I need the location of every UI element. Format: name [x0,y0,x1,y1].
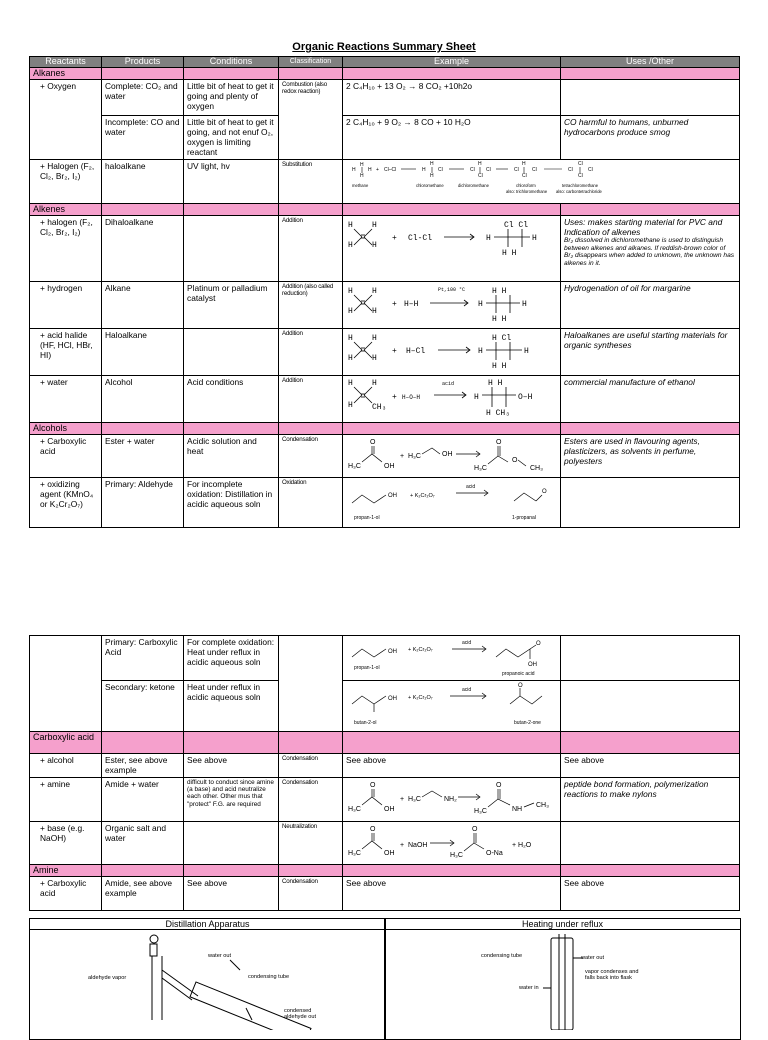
svg-text:OH: OH [442,451,453,458]
svg-text:H₃C: H₃C [348,806,361,813]
example-cell: See above [343,877,561,911]
svg-text:CH₃: CH₃ [372,403,387,412]
header-reactants: Reactants [30,57,102,68]
svg-text:O: O [370,782,376,789]
svg-text:O: O [370,439,376,446]
table-row [30,778,740,822]
svg-text:NaOH: NaOH [408,842,428,849]
alkene-acid-diagram [346,330,558,374]
product-cell: Ester + water [102,435,184,478]
reagent-text: Cl-Cl [408,234,433,243]
alkene-hydrogen-diagram [346,283,558,327]
conditions-cell: Acid conditions [184,376,279,423]
conditions-cell [184,822,279,865]
table-row [30,329,740,376]
example-cell: 2 C₄H₁₀ + 13 O₂ → 8 CO₂ +10h2o [343,80,561,116]
svg-text:O: O [518,683,523,689]
product-cell: Amide + water [102,778,184,822]
svg-text:NH: NH [512,806,523,813]
reactions-table-2 [29,635,740,911]
conditions-cell [184,329,279,376]
svg-text:Cl: Cl [578,161,583,167]
classification-cell: Substitution [279,160,343,204]
reactant-cell: + amine [30,778,102,822]
product-cell: Haloalkane [102,329,184,376]
example-cell [343,329,561,376]
section-amine: Amine [30,865,740,877]
uses-cell [561,478,740,528]
table-row [30,822,740,865]
svg-text:H: H [348,401,353,410]
example-cell [343,216,561,282]
svg-text:OH: OH [384,850,395,857]
svg-text:H: H [348,307,353,316]
svg-text:O–H: O–H [518,393,533,402]
svg-text:H₃C: H₃C [408,453,421,460]
label-trichloromethane: also: trichloromethane [506,189,548,194]
classification-cell: Neutralization [279,822,343,865]
table-row [30,80,740,116]
svg-text:H H: H H [502,249,517,258]
uses-cell: Esters are used in flavouring agents, plasticizers, as solvents in perfume, polyesters [561,435,740,478]
classification-cell: Condensation [279,435,343,478]
classification-cell: Combustion (also redox reaction) [279,80,343,160]
conditions-cell: difficult to conduct since amine (a base) and acid neutralize each other. Other mus that "protect" F.G. are required [184,778,279,822]
svg-text:O: O [370,826,376,833]
product-cell: Alkane [102,282,184,329]
svg-text:H–H: H–H [404,300,419,309]
conditions-cell: Heat under reflux in acidic aqueous soln [184,681,279,732]
svg-text:H: H [478,161,482,167]
svg-text:H: H [478,347,483,356]
neutralization-diagram [346,823,558,863]
conditions-cell: For complete oxidation: Heat under reflux in acidic aqueous soln [184,636,279,681]
example-cell [343,282,561,329]
alkene-halogen-diagram [346,217,558,261]
uses-cell [561,822,740,865]
label-water-in: water in [519,985,539,991]
label-condensed-aldehyde: condensed aldehyde out [284,1008,317,1020]
oxidation-aldehyde-diagram [346,479,558,525]
example-cell [343,160,740,204]
svg-text:acid: acid [462,640,472,646]
svg-text:H₃C: H₃C [474,465,487,472]
svg-text:O-Na: O-Na [486,850,503,857]
product-cell: Secondary: ketone [102,681,184,732]
svg-text:O: O [542,489,547,495]
uses-cell [561,681,740,732]
svg-text:H: H [372,241,377,250]
svg-text:Cl: Cl [514,167,519,173]
classification-cell: Oxidation [279,478,343,528]
product-cell: Dihaloalkane [102,216,184,282]
section-carboxylic-acid: Carboxylic acid [30,732,740,754]
uses-cell: Haloalkanes are useful starting materials for organic syntheses [561,329,740,376]
uses-cell [561,80,740,116]
classification-cell: Addition [279,329,343,376]
svg-text:H: H [372,221,377,230]
svg-text:OH: OH [528,662,537,668]
label-condensing-tube: condensing tube [248,974,290,980]
svg-text:H: H [372,287,377,296]
classification-cell: Addition [279,376,343,423]
uses-cell [561,636,740,681]
reactant-cell: + oxidizing agent (KMnO₄ or K₂Cr₂O₇) [30,478,102,528]
table-row [30,116,740,160]
page-title: Organic Reactions Summary Sheet [292,41,476,53]
svg-text:OH: OH [388,696,397,702]
svg-text:O: O [536,641,541,647]
distillation-apparatus-box [29,918,386,1040]
svg-text:+: + [392,393,397,402]
svg-text:H: H [360,162,364,168]
svg-text:OH: OH [384,806,395,813]
svg-text:H₃C: H₃C [348,463,361,470]
svg-text:NH₂: NH₂ [444,796,457,803]
svg-text:H₃C: H₃C [450,852,463,859]
svg-text:H: H [372,307,377,316]
product-cell: Complete: CO₂ and water [102,80,184,116]
svg-text:Cl: Cl [578,173,583,179]
uses-cell: See above [561,754,740,778]
reactant-cell: + acid halide (HF, HCl, HBr, HI) [30,329,102,376]
label-dichloromethane: dichloromethane [458,183,489,188]
uses-text: Uses: makes starting material for PVC and Indication of alkenes [564,217,723,237]
table-row [30,478,740,528]
svg-text:H CH₃: H CH₃ [486,409,511,418]
classification-cell: Condensation [279,778,343,822]
svg-text:H: H [478,300,483,309]
svg-text:H: H [348,241,353,250]
conditions-cell: See above [184,754,279,778]
example-cell [343,478,561,528]
product-cell: Amide, see above example [102,877,184,911]
reactant-cell: + halogen (F₂, Cl₂, Br₂, I₂) [30,216,102,282]
svg-text:Cl Cl: Cl Cl [504,221,529,230]
label-water-out: water out [208,953,232,959]
arrow-label: Pt,100 °C [438,287,466,293]
svg-text:H: H [348,379,353,388]
reactant-cell: + Halogen (F₂, Cl₂, Br₂, I₂) [30,160,102,204]
table-row [30,216,740,282]
table-row [30,681,740,732]
conditions-cell: See above [184,877,279,911]
alkene-water-diagram [346,377,558,421]
svg-text:Cl: Cl [438,167,443,173]
svg-text:H: H [368,167,372,173]
uses-cell: Hydrogenation of oil for margarine [561,282,740,329]
conditions-cell: Acidic solution and heat [184,435,279,478]
svg-text:1-propanal: 1-propanal [512,515,536,521]
product-cell: Primary: Aldehyde [102,478,184,528]
svg-text:H: H [422,167,426,173]
example-cell [343,376,561,423]
table-row [30,636,740,681]
svg-text:OH: OH [388,493,397,499]
reflux-title: Heating under reflux [385,919,740,930]
svg-text:H: H [430,161,434,167]
reactant-cell: + Carboxylic acid [30,877,102,911]
product-cell: Primary: Carboxylic Acid [102,636,184,681]
svg-text:+: + [392,234,397,243]
svg-text:H: H [348,354,353,363]
svg-text:O: O [512,457,518,464]
svg-text:Cl: Cl [522,173,527,179]
svg-text:H₃C: H₃C [408,796,421,803]
uses-cell [561,216,740,282]
example-cell: 2 C₄H₁₀ + 9 O₂ → 8 CO + 10 H₂O [343,116,561,160]
svg-text:H: H [522,161,526,167]
distillation-title: Distillation Apparatus [30,919,385,930]
svg-text:+ H₂O: + H₂O [512,842,532,849]
classification-cell: Condensation [279,877,343,911]
svg-text:H: H [372,379,377,388]
svg-text:+: + [400,842,405,849]
classification-cell: Addition (also called reduction) [279,282,343,329]
svg-text:propanoic acid: propanoic acid [502,671,535,677]
svg-text:CH₃: CH₃ [530,465,543,472]
label-carbontetrachloride: also: carbontetrachloride [556,189,602,194]
svg-text:H: H [532,234,537,243]
uses-note: Br₂ dissolved in dichloromethane is used to distinguish between alkenes and alkanes. If reddish-brown color of Br₂ disappears when added to unknown, the unknown has alkenes in it. [564,237,735,267]
svg-text:O: O [496,782,502,789]
svg-text:+: + [400,453,405,460]
header-example: Example [343,57,561,68]
header-classification: Classification [279,57,343,68]
label-condensing-tube-reflux: condensing tube [481,953,523,959]
uses-cell: commercial manufacture of ethanol [561,376,740,423]
svg-text:OH: OH [384,463,395,470]
reactant-cell: + hydrogen [30,282,102,329]
svg-text:+: + [376,167,379,173]
svg-text:O: O [472,826,478,833]
svg-text:H–Cl: H–Cl [406,347,426,356]
example-cell: See above [343,754,561,778]
product-cell: Organic salt and water [102,822,184,865]
svg-text:H: H [524,347,529,356]
label-chloromethane: chloromethane [416,183,444,188]
reactant-cell: + Oxygen [30,80,102,160]
svg-text:H₃C: H₃C [348,850,361,857]
table-row [30,282,740,329]
svg-text:Cl–Cl: Cl–Cl [384,167,397,173]
svg-text:H: H [486,234,491,243]
svg-text:+ K₂Cr₂O₇: + K₂Cr₂O₇ [410,493,435,499]
example-cell [343,636,561,681]
section-alcohols: Alcohols [30,423,740,435]
conditions-cell [184,216,279,282]
svg-text:CH₃: CH₃ [536,802,549,809]
svg-text:+ K₂Cr₂O₇: + K₂Cr₂O₇ [408,695,433,701]
svg-text:H₃C: H₃C [474,808,487,815]
svg-text:propan-1-ol: propan-1-ol [354,665,380,671]
label-tetrachloromethane: tetrachloromethane [562,183,599,188]
svg-text:H: H [348,287,353,296]
section-alkenes: Alkenes [30,204,740,216]
halogenation-chain-diagram [346,161,738,201]
svg-text:Cl: Cl [478,173,483,179]
svg-text:Cl: Cl [568,167,573,173]
table-row [30,877,740,911]
reflux-apparatus-box [384,918,741,1040]
table-row [30,435,740,478]
svg-text:+: + [392,300,397,309]
uses-cell: peptide bond formation, polymerization reactions to make nylons [561,778,740,822]
conditions-cell: Platinum or palladium catalyst [184,282,279,329]
label-methane: methane [352,183,369,188]
svg-text:H: H [372,334,377,343]
esterification-diagram [346,436,558,476]
header-uses: Uses /Other [561,57,740,68]
label-vapor-condenses: vapor condenses and falls back into flask [585,969,639,981]
svg-text:+ K₂Cr₂O₇: + K₂Cr₂O₇ [408,647,433,653]
reactant-cell: + Carboxylic acid [30,435,102,478]
svg-text:+: + [400,796,405,803]
example-cell [343,778,561,822]
svg-text:H: H [348,334,353,343]
product-cell: Alcohol [102,376,184,423]
product-cell: Incomplete: CO and water [102,116,184,160]
svg-text:H: H [352,167,356,173]
label-chloroform: chloroform [516,183,536,188]
classification-cell [279,636,343,732]
classification-cell: Addition [279,216,343,282]
table-row [30,376,740,423]
label-water-out-reflux: water out [581,955,605,961]
svg-text:H H: H H [492,315,507,324]
svg-text:OH: OH [388,649,397,655]
reactant-cell [30,636,102,732]
reactions-table-1 [29,56,740,528]
svg-text:acid: acid [462,687,472,693]
example-cell [343,435,561,478]
svg-text:Cl: Cl [470,167,475,173]
svg-text:H: H [348,221,353,230]
table-row [30,160,740,204]
uses-cell: CO harmful to humans, unburned hydrocarbons produce smog [561,116,740,160]
uses-cell: See above [561,877,740,911]
product-cell: Ester, see above example [102,754,184,778]
svg-text:H: H [430,173,434,179]
svg-text:Cl: Cl [588,167,593,173]
svg-text:H–O–H: H–O–H [402,394,421,401]
header-conditions: Conditions [184,57,279,68]
table-row [30,754,740,778]
section-alkanes: Alkanes [30,68,740,80]
conditions-cell: Little bit of heat to get it going, and not enuf O₂, oxygen is limiting reactant [184,116,279,160]
svg-text:butan-2-ol: butan-2-ol [354,720,377,726]
reactant-cell: + base (e.g. NaOH) [30,822,102,865]
header-products: Products [102,57,184,68]
svg-text:acid: acid [466,484,476,490]
svg-text:H: H [522,300,527,309]
svg-text:H H: H H [492,287,507,296]
svg-text:+: + [392,347,397,356]
reflux-condenser-icon [385,930,740,1030]
oxidation-acid-diagram [346,637,558,679]
arrow-label: acid [442,381,455,387]
table-header-row [30,57,740,68]
svg-text:H: H [360,173,364,179]
conditions-cell: Little bit of heat to get it going and plenty of oxygen [184,80,279,116]
example-cell [343,681,561,732]
conditions-cell: UV light, hv [184,160,279,204]
svg-text:H: H [474,393,479,402]
svg-text:O: O [496,439,502,446]
svg-text:H Cl: H Cl [492,334,512,343]
svg-text:Cl: Cl [532,167,537,173]
svg-text:H H: H H [488,379,503,388]
classification-cell: Condensation [279,754,343,778]
svg-text:butan-2-one: butan-2-one [514,720,541,726]
label-aldehyde-vapor: aldehyde vapor [88,975,127,981]
svg-text:Cl: Cl [486,167,491,173]
svg-text:propan-1-ol: propan-1-ol [354,515,380,521]
oxidation-ketone-diagram [346,682,558,730]
conditions-cell: For incomplete oxidation: Distillation in acidic aqueous soln [184,478,279,528]
reactant-cell: + alcohol [30,754,102,778]
amide-formation-diagram [346,779,558,819]
product-cell: haloalkane [102,160,184,204]
svg-text:H: H [372,354,377,363]
svg-text:H H: H H [492,362,507,371]
reactant-cell: + water [30,376,102,423]
example-cell [343,822,561,865]
